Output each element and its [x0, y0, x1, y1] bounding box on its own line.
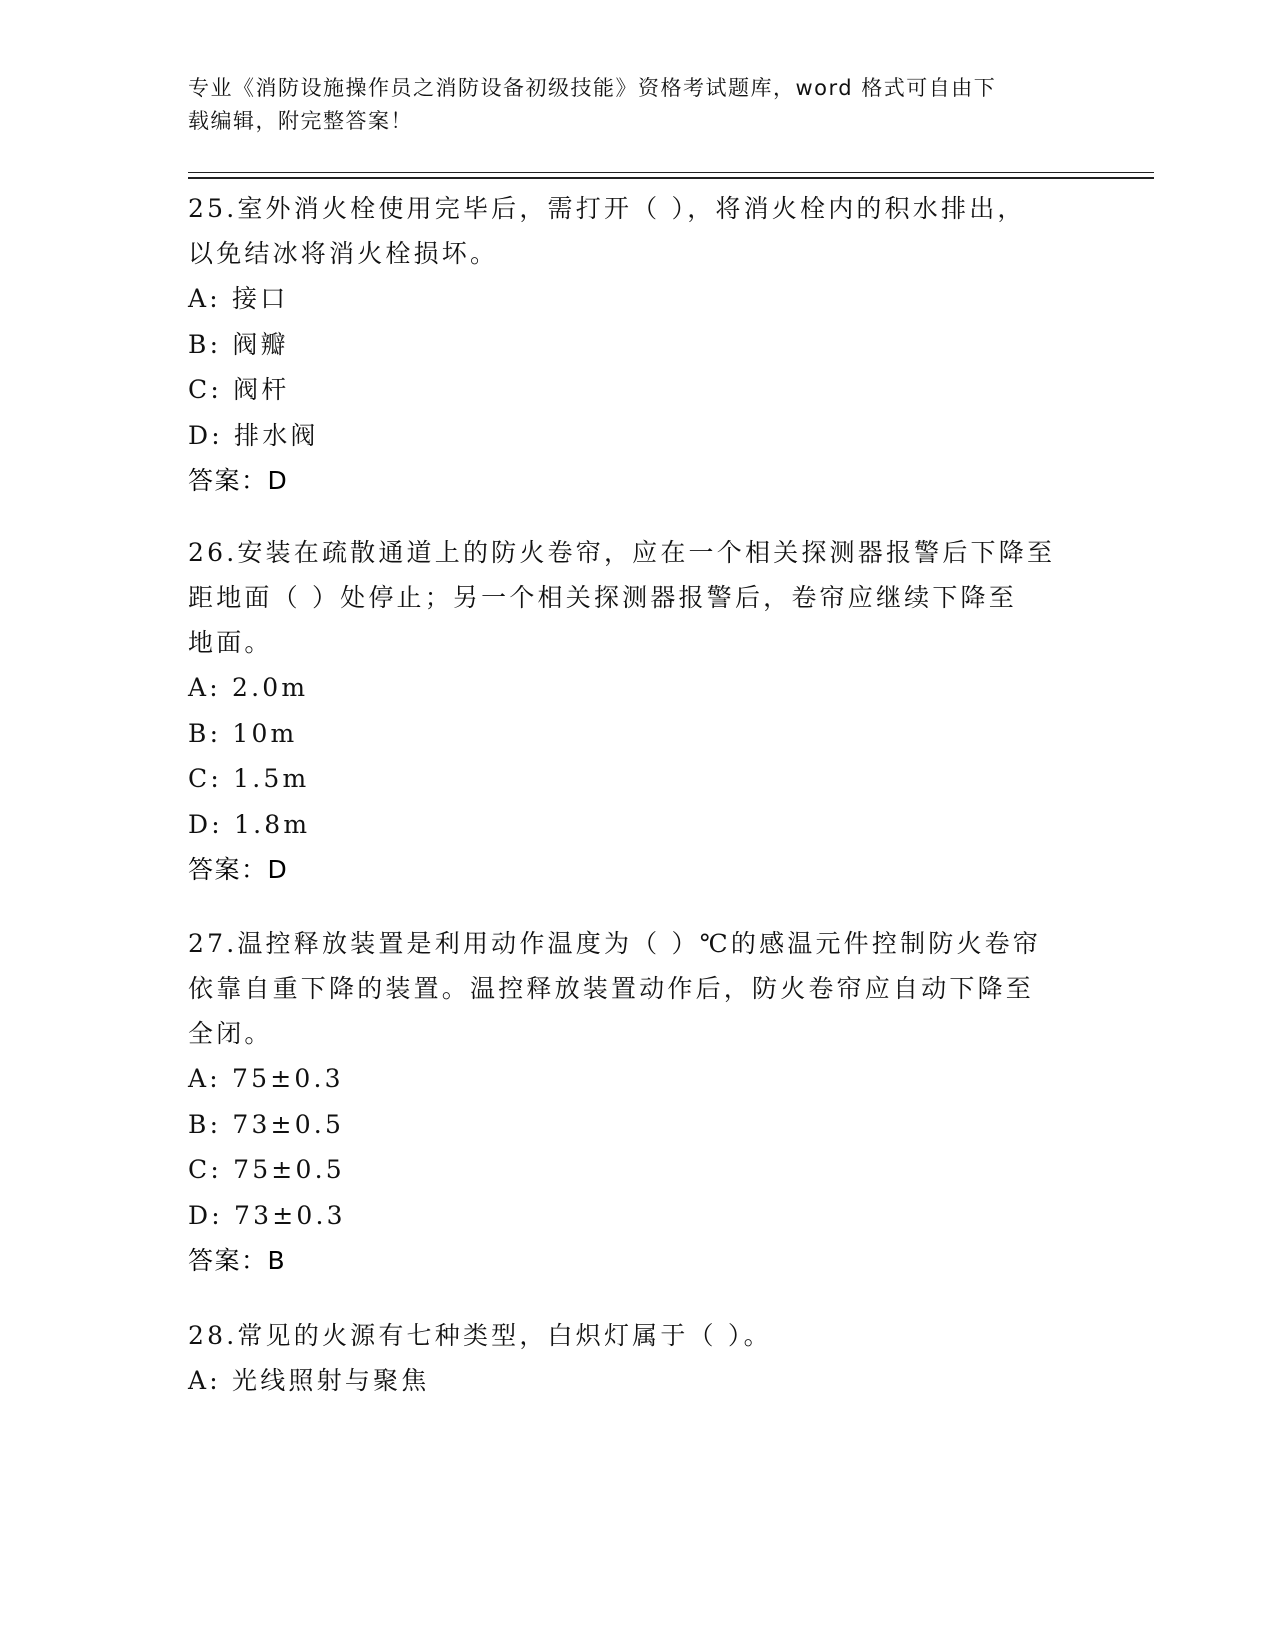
question-26-option-c: C: 1.5m	[188, 764, 310, 793]
question-27-line-2: 依靠自重下降的装置。温控释放装置动作后，防火卷帘应自动下降至	[188, 974, 1035, 1003]
question-26-option-b: B: 10m	[188, 718, 298, 748]
question-28	[188, 1313, 1088, 1404]
question-27	[188, 921, 1088, 1283]
question-25	[188, 186, 1088, 503]
question-28-option-a: A: 光线照射与聚焦	[188, 1366, 430, 1395]
question-27-line-3: 全闭。	[188, 1019, 273, 1048]
question-26-option-d: D: 1.8m	[188, 809, 311, 839]
question-26-line-2: 距地面（ ）处停止；另一个相关探测器报警后，卷帘应继续下降至	[188, 583, 1017, 612]
header-line-2: 载编辑，附完整答案！	[188, 109, 413, 133]
question-25-option-d: D: 排水阀	[188, 420, 319, 450]
question-26-line-1: 26.安装在疏散通道上的防火卷帘，应在一个相关探测器报警后下降至	[188, 538, 1056, 567]
question-27-option-a: A: 75±0.3	[188, 1064, 344, 1093]
question-27-option-d: D: 73±0.3	[188, 1200, 346, 1230]
header-line-1: 专业《消防设施操作员之消防设备初级技能》资格考试题库，word 格式可自由下	[188, 76, 997, 100]
question-27-answer: 答案：B	[188, 1246, 287, 1275]
header-divider-bottom	[188, 177, 1154, 179]
question-25-answer: 答案：D	[188, 466, 289, 495]
question-25-option-c: C: 阀杆	[188, 375, 290, 404]
question-26-line-3: 地面。	[188, 628, 273, 657]
question-28-line-1: 28.常见的火源有七种类型，白炽灯属于（ ）。	[188, 1321, 772, 1350]
question-26	[188, 530, 1088, 892]
question-25-option-a: A: 接口	[188, 284, 289, 313]
question-27-option-b: B: 73±0.5	[188, 1109, 345, 1139]
question-27-option-c: C: 75±0.5	[188, 1155, 345, 1184]
document-header	[188, 72, 1068, 138]
question-25-line-2: 以免结冰将消火栓损坏。	[188, 239, 499, 268]
question-27-line-1: 27.温控释放装置是利用动作温度为（ ）℃的感温元件控制防火卷帘	[188, 929, 1042, 958]
question-26-answer: 答案：D	[188, 855, 289, 884]
question-26-option-a: A: 2.0m	[188, 673, 309, 702]
header-divider-top	[188, 172, 1154, 173]
question-25-option-b: B: 阀瓣	[188, 329, 289, 359]
question-25-line-1: 25.室外消火栓使用完毕后，需打开（ ），将消火栓内的积水排出，	[188, 194, 1026, 223]
